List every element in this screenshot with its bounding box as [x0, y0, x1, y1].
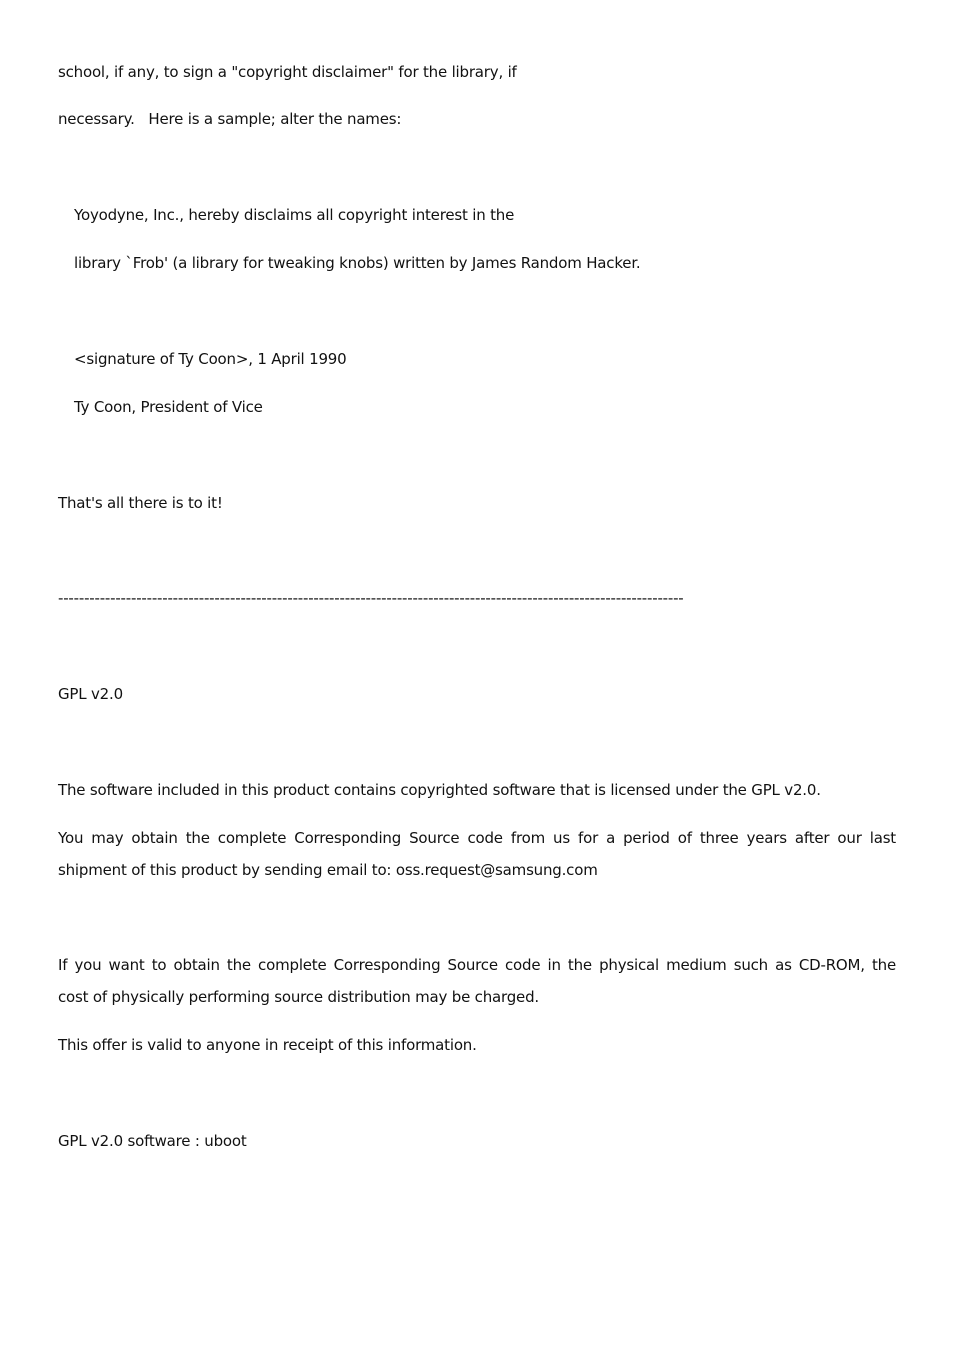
sample-line: Yoyodyne, Inc., hereby disclaims all copyright interest in the: [74, 206, 515, 224]
source-offer-paragraph: [58, 822, 896, 886]
paragraph-line: necessary. Here is a sample; alter the names:: [58, 110, 402, 128]
paragraph-line: If you want to obtain the complete Corresponding Source code in the physical medium such as CD-ROM, the: [58, 956, 896, 974]
separator: ------------------------------------------------------------------------------------------------------------------------: [58, 589, 684, 607]
signature-line: <signature of Ty Coon>, 1 April 1990: [74, 350, 347, 368]
license-notice: The software included in this product contains copyrighted software that is licensed under the GPL v2.0.: [58, 781, 821, 799]
paragraph-line: You may obtain the complete Corresponding Source code from us for a period of three years after our last: [58, 829, 896, 847]
physical-medium-paragraph: [58, 949, 896, 1013]
sample-line: library `Frob' (a library for tweaking knobs) written by James Random Hacker.: [74, 254, 641, 272]
section-title: GPL v2.0: [58, 685, 123, 703]
software-list-line: GPL v2.0 software : uboot: [58, 1132, 247, 1150]
paragraph-line: cost of physically performing source distribution may be charged.: [58, 988, 539, 1006]
signer-line: Ty Coon, President of Vice: [74, 398, 263, 416]
paragraph-line: shipment of this product by sending email to: oss.request@samsung.com: [58, 861, 598, 879]
offer-validity-line: This offer is valid to anyone in receipt of this information.: [58, 1036, 477, 1054]
closing-line: That's all there is to it!: [58, 494, 223, 512]
paragraph-line: school, if any, to sign a "copyright disclaimer" for the library, if: [58, 63, 517, 81]
